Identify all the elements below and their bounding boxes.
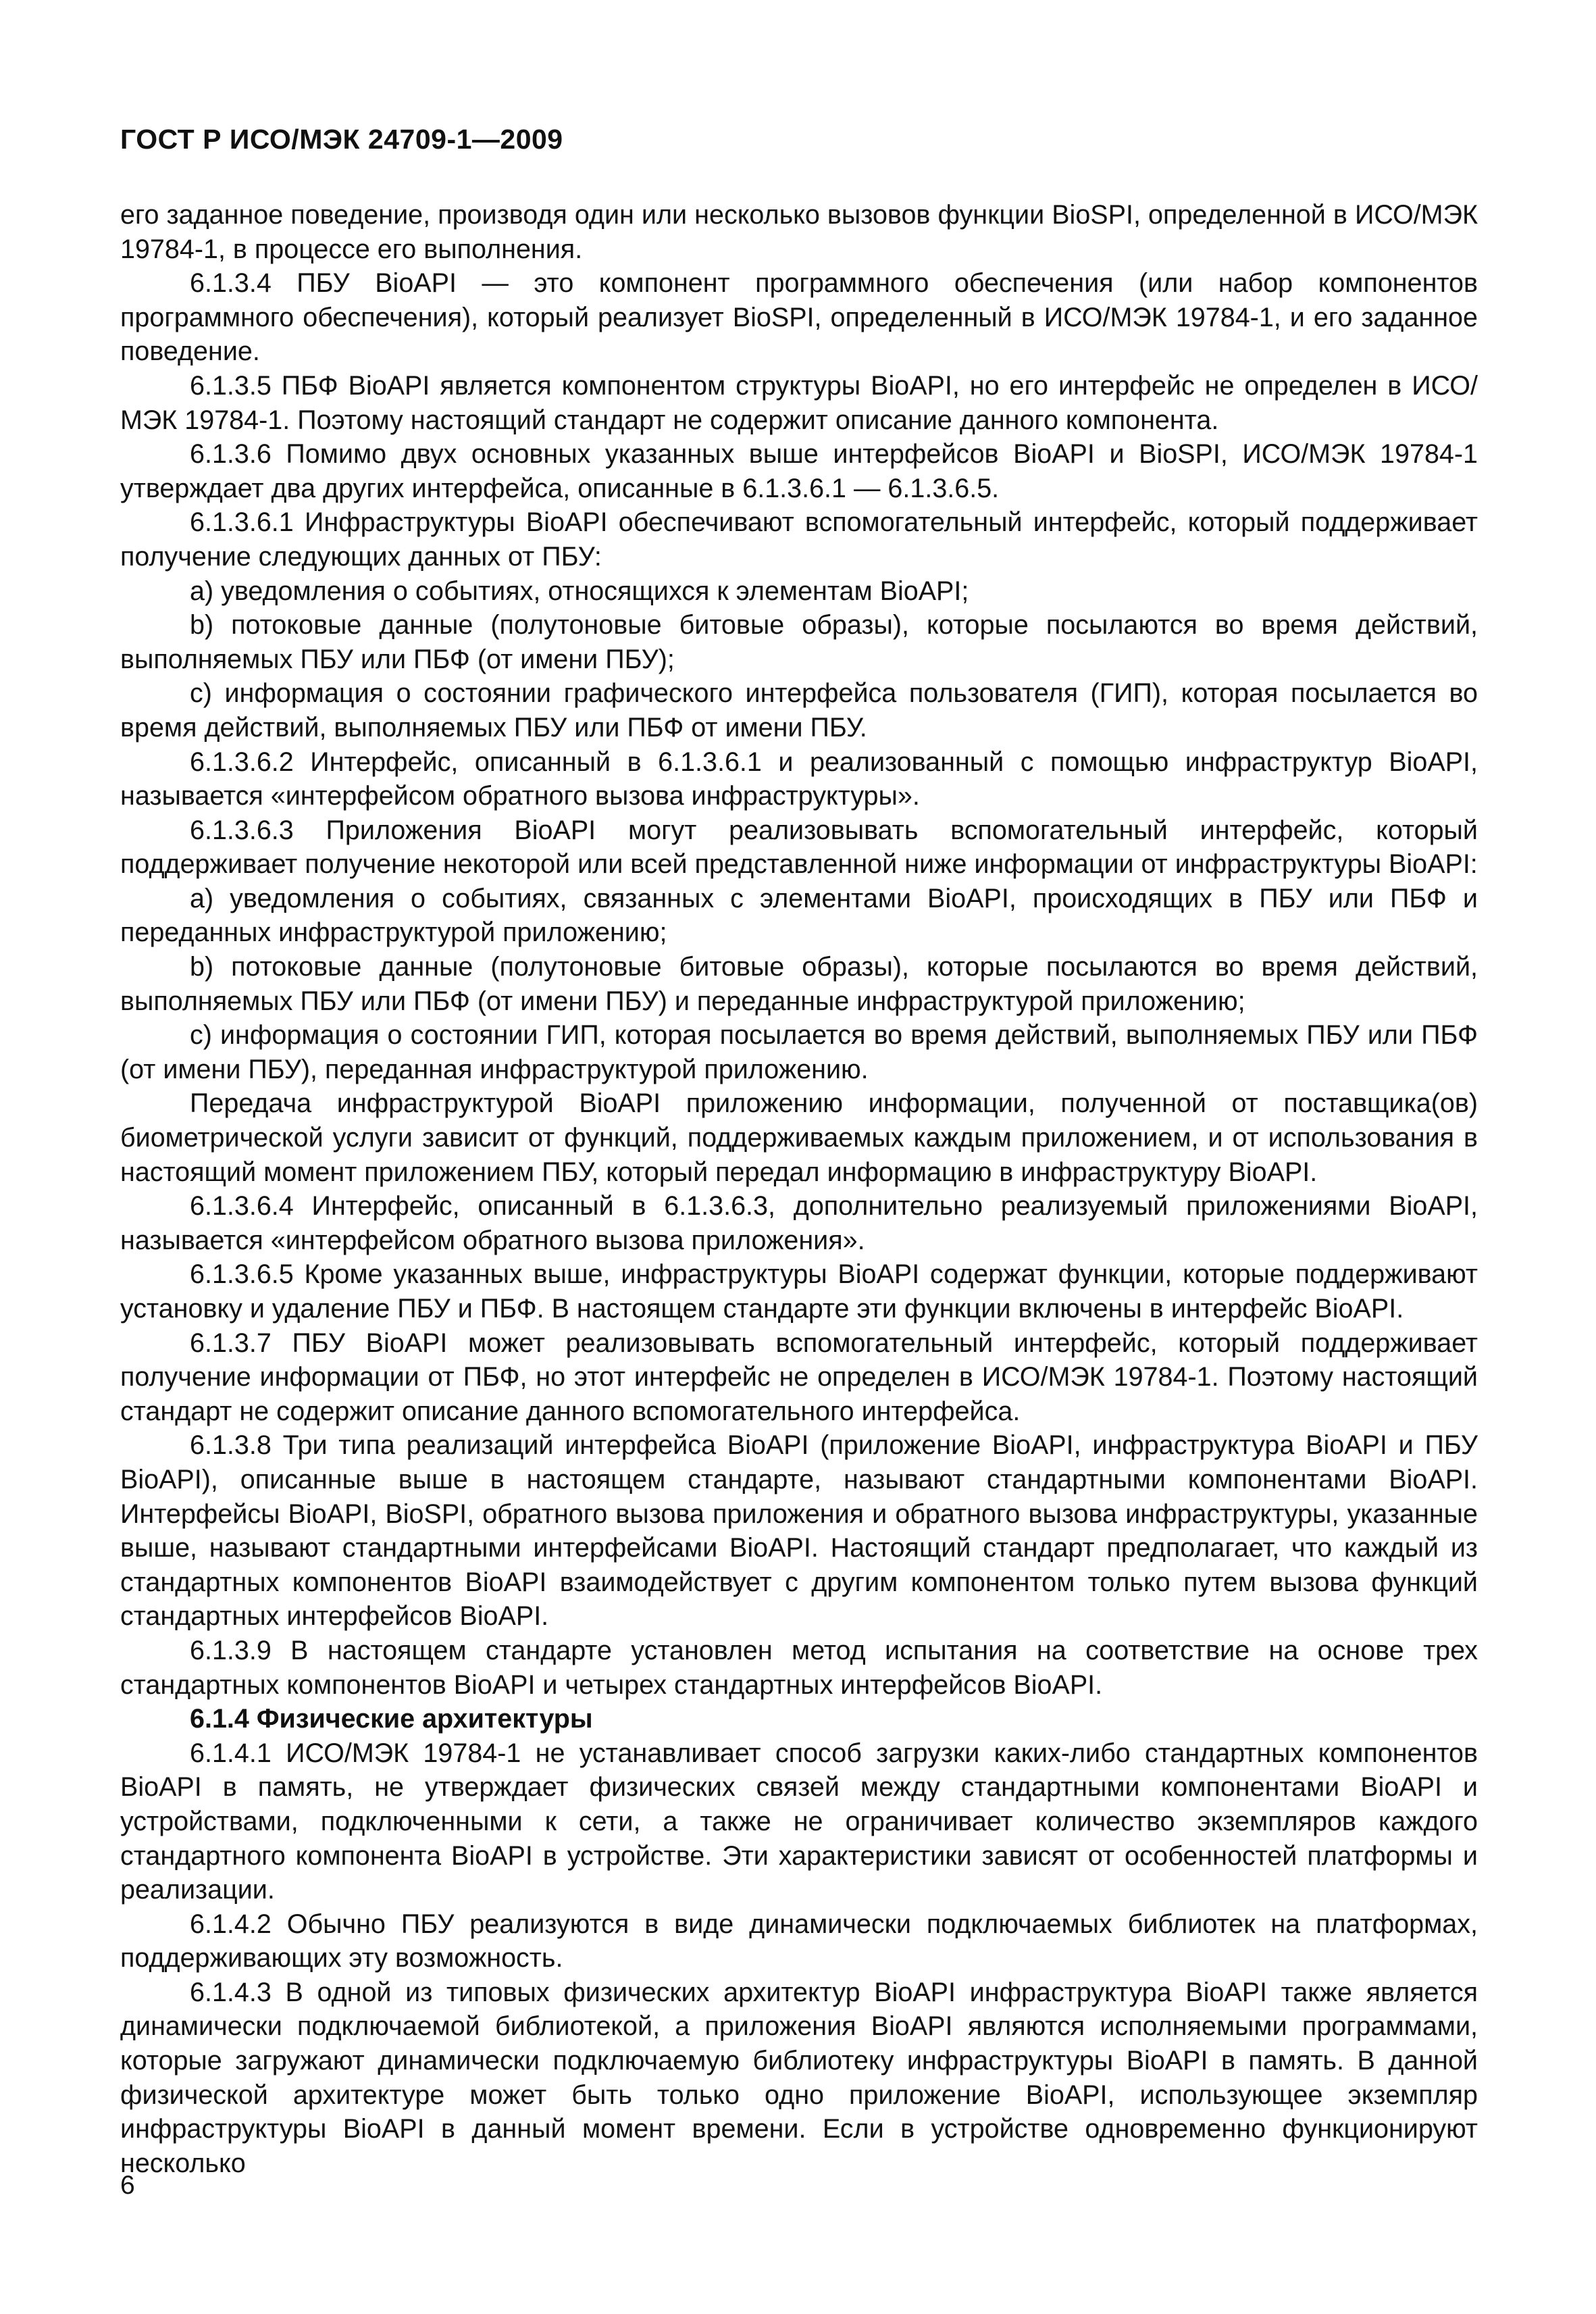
paragraph-6-1-3-4: 6.1.3.4 ПБУ BioAPI — это компонент программного обеспечения (или набор компонентов программного обеспечения), который реализует BioSPI, определенный в ИСО/МЭК 19784-1, и его заданное поведение. xyxy=(120,268,1478,367)
paragraph-6-1-3-7: 6.1.3.7 ПБУ BioAPI может реализовывать вспомогательный интерфейс, который поддерживает получение информации от ПБФ, но этот интерфейс не определен в ИСО/МЭК 19784-1. Поэтому настоящий стандарт не содержит описание данного вспомогательного интерфейса. xyxy=(120,1328,1478,1426)
list-item-a: a) уведомления о событиях, связанных с элементами BioAPI, происходящих в ПБУ или ПБФ и переданных инфраструктурой приложению; xyxy=(120,883,1478,948)
paragraph-6-1-3-5: 6.1.3.5 ПБФ BioAPI является компонентом структуры BioAPI, но его интерфейс не определен в ИСО/МЭК 19784-1. Поэтому настоящий стандарт не содержит описание данного компонента. xyxy=(120,370,1478,435)
paragraph-6-1-3-6: 6.1.3.6 Помимо двух основных указанных выше интерфейсов BioAPI и BioSPI, ИСО/МЭК 19784-1 утверждает два других интерфейса, описанные в 6.1.3.6.1 — 6.1.3.6.5. xyxy=(120,439,1478,503)
paragraph-continuation: его заданное поведение, производя один или несколько вызовов функции BioSPI, определенной в ИСО/МЭК 19784-1, в процессе его выполнения. xyxy=(120,200,1478,264)
list-item-b: b) потоковые данные (полутоновые битовые образы), которые посылаются во время действий, выполняемых ПБУ или ПБФ (от имени ПБУ); xyxy=(120,610,1478,674)
paragraph-6-1-4-1: 6.1.4.1 ИСО/МЭК 19784-1 не устанавливает способ загрузки каких-либо стандартных компонентов BioAPI в память, не утверждает физических связей между стандартными компонентами BioAPI и устройствами, подключенными к сети, а также не ограничивает количество экземпляров каждого стандартного компонента BioAPI в устройстве. Эти характеристики зависят от особенностей платформы и реализации. xyxy=(120,1738,1478,1905)
paragraph-6-1-3-8: 6.1.3.8 Три типа реализаций интерфейса BioAPI (приложение BioAPI, инфраструктура BioAPI и ПБУ BioAPI), описанные выше в настоящем стандарте, называют стандартными компонентами BioAPI. Интерфейсы BioAPI, BioSPI, обратного вызова приложения и обратного вызова инфраструктуры, указанные выше, называют стандартными интерфейсами BioAPI. Настоящий стандарт предполагает, что каждый из стандартных компонентов BioAPI взаимодействует с другим компонентом только путем вызова функций стандартных интерфейсов BioAPI. xyxy=(120,1430,1478,1632)
paragraph-6-1-3-9: 6.1.3.9 В настоящем стандарте установлен метод испытания на соответствие на основе трех стандартных компонентов BioAPI и четырех стандартных интерфейсов BioAPI. xyxy=(120,1635,1478,1700)
paragraph-6-1-3-6-5: 6.1.3.6.5 Кроме указанных выше, инфраструктуры BioAPI содержат функции, которые поддерживают установку и удаление ПБУ и ПБФ. В настоящем стандарте эти функции включены в интерфейс BioAPI. xyxy=(120,1259,1478,1324)
paragraph-6-1-4-2: 6.1.4.2 Обычно ПБУ реализуются в виде динамически подключаемых библиотек на платформах, поддерживающих эту возможность. xyxy=(120,1909,1478,1973)
list-item-c: c) информация о состоянии графического интерфейса пользователя (ГИП), которая посылается во время действий, выполняемых ПБУ или ПБФ от имени ПБУ. xyxy=(120,678,1478,743)
list-item-c: c) информация о состоянии ГИП, которая посылается во время действий, выполняемых ПБУ или ПБФ (от имени ПБУ), переданная инфраструктурой приложению. xyxy=(120,1020,1478,1084)
page-number: 6 xyxy=(120,2171,135,2200)
list-item-a: a) уведомления о событиях, относящихся к элементам BioAPI; xyxy=(190,576,969,606)
paragraph-transfer: Передача инфраструктурой BioAPI приложению информации, полученной от поставщика(ов) биометрической услуги зависит от функций, поддерживаемых каждым приложением, и от использования в настоящий момент приложением ПБУ, который передал информацию в инфраструктуру BioAPI. xyxy=(120,1088,1478,1187)
document-body xyxy=(120,198,1478,2180)
list-item-b: b) потоковые данные (полутоновые битовые образы), которые посылаются во время действий, выполняемых ПБУ или ПБФ (от имени ПБУ) и переданные инфраструктурой приложению; xyxy=(120,952,1478,1016)
document-header: ГОСТ Р ИСО/МЭК 24709-1—2009 xyxy=(120,124,563,155)
paragraph-6-1-3-6-2: 6.1.3.6.2 Интерфейс, описанный в 6.1.3.6.1 и реализованный с помощью инфраструктур BioAPI, называется «интерфейсом обратного вызова инфраструктуры». xyxy=(120,747,1478,811)
paragraph-6-1-3-6-1: 6.1.3.6.1 Инфраструктуры BioAPI обеспечивают вспомогательный интерфейс, который поддерживает получение следующих данных от ПБУ: xyxy=(120,507,1478,572)
paragraph-6-1-3-6-3: 6.1.3.6.3 Приложения BioAPI могут реализовывать вспомогательный интерфейс, который поддерживает получение некоторой или всей представленной ниже информации от инфраструктуры BioAPI: xyxy=(120,815,1478,880)
paragraph-6-1-3-6-4: 6.1.3.6.4 Интерфейс, описанный в 6.1.3.6.3, дополнительно реализуемый приложениями BioAPI, называется «интерфейсом обратного вызова приложения». xyxy=(120,1191,1478,1255)
section-heading-6-1-4: 6.1.4 Физические архитектуры xyxy=(190,1704,593,1734)
paragraph-6-1-4-3: 6.1.4.3 В одной из типовых физических архитектур BioAPI инфраструктура BioAPI также является динамически подключаемой библиотекой, а приложения BioAPI являются исполняемыми программами, которые загружают динамически подключаемую библиотеку инфраструктуры BioAPI в память. В данной физической архитектуре может быть только одно приложение BioAPI, использующее экземпляр инфраструктуры BioAPI в данный момент времени. Если в устройстве одновременно функционируют несколько xyxy=(120,1977,1478,2178)
